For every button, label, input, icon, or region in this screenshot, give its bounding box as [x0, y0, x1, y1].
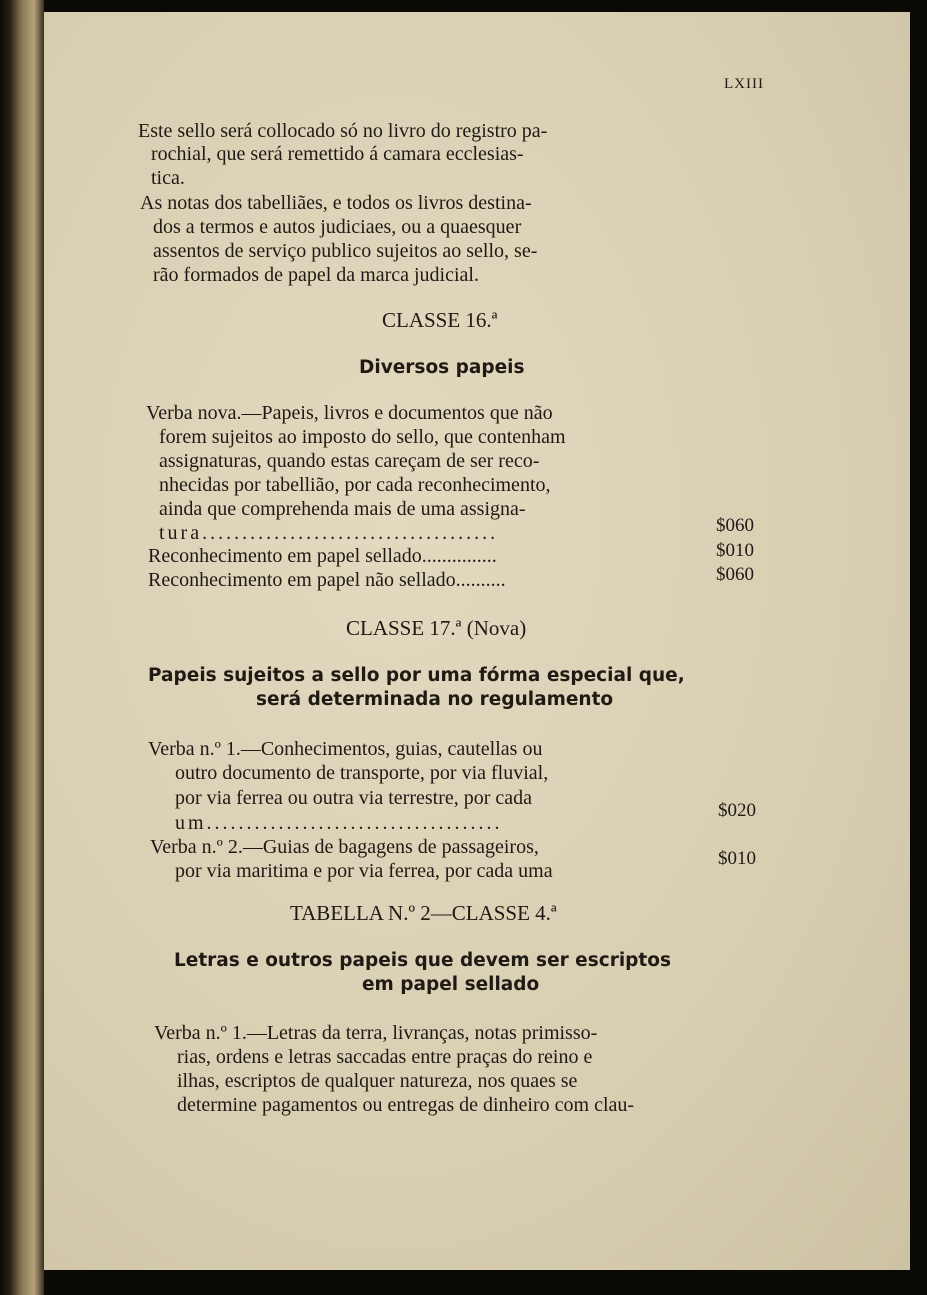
classe17-line-4: um.....................................: [175, 812, 503, 834]
book-page: [44, 12, 910, 1270]
classe16-price-1: $060: [716, 515, 754, 536]
classe16-line-6: tura.....................................: [159, 522, 499, 544]
classe16-line-4: nhecidas por tabellião, por cada reconhecimento,: [159, 474, 551, 496]
classe17-line-6: por via maritima e por via ferrea, por cada uma: [175, 860, 553, 882]
tabella2-subtitle-line-2: em papel sellado: [362, 974, 540, 995]
classe16-line-3: assignaturas, quando estas careçam de ser reco-: [159, 450, 540, 472]
classe16-subtitle: Diversos papeis: [359, 357, 525, 378]
tabella2-title: TABELLA N.º 2—CLASSE 4.ª: [290, 901, 557, 925]
classe16-title: CLASSE 16.ª: [382, 308, 498, 332]
classe17-subtitle-line-2: será determinada no regulamento: [256, 689, 614, 710]
classe17-subtitle-line-1: Papeis sujeitos a sello por uma fórma especial que,: [148, 665, 685, 686]
classe16-price-3: $060: [716, 564, 754, 585]
classe16-line-5: ainda que comprehenda mais de uma assigna-: [159, 498, 526, 520]
intro-line-4: As notas dos tabelliães, e todos os livros destina-: [140, 192, 532, 214]
intro-line-6: assentos de serviço publico sujeitos ao sello, se-: [153, 240, 538, 262]
classe16-price-2: $010: [716, 540, 754, 561]
tabella2-line-3: ilhas, escriptos de qualquer natureza, nos quaes se: [177, 1070, 578, 1092]
classe17-title: CLASSE 17.ª (Nova): [346, 616, 527, 640]
intro-line-5: dos a termos e autos judiciaes, ou a quaesquer: [153, 216, 522, 238]
tabella2-subtitle-line-1: Letras e outros papeis que devem ser escriptos: [174, 950, 671, 971]
tabella2-line-4: determine pagamentos ou entregas de dinheiro com clau-: [177, 1094, 635, 1116]
page-number: LXIII: [724, 76, 764, 92]
classe16-line-2: forem sujeitos ao imposto do sello, que contenham: [159, 426, 566, 448]
classe17-line-3: por via ferrea ou outra via terrestre, por cada: [175, 787, 533, 809]
classe17-line-1: Verba n.º 1.—Conhecimentos, guias, cautellas ou: [148, 738, 543, 760]
intro-line-3: tica.: [151, 167, 185, 189]
classe17-price-2: $010: [718, 848, 756, 869]
book-spine: [0, 0, 44, 1295]
classe16-line-8: Reconhecimento em papel não sellado..........: [148, 569, 506, 591]
intro-line-7: rão formados de papel da marca judicial.: [153, 264, 479, 286]
classe17-price-1: $020: [718, 800, 756, 821]
classe17-line-5: Verba n.º 2.—Guias de bagagens de passageiros,: [150, 836, 539, 858]
intro-line-2: rochial, que será remettido á camara ecclesias-: [151, 143, 524, 165]
intro-line-1: Este sello será collocado só no livro do registro pa-: [138, 120, 548, 142]
tabella2-line-1: Verba n.º 1.—Letras da terra, livranças, notas primisso-: [154, 1022, 598, 1044]
classe17-line-2: outro documento de transporte, por via fluvial,: [175, 762, 549, 784]
tabella2-line-2: rias, ordens e letras saccadas entre praças do reino e: [177, 1046, 593, 1068]
classe16-line-1: Verba nova.—Papeis, livros e documentos que não: [146, 402, 553, 424]
classe16-line-7: Reconhecimento em papel sellado...............: [148, 545, 497, 567]
